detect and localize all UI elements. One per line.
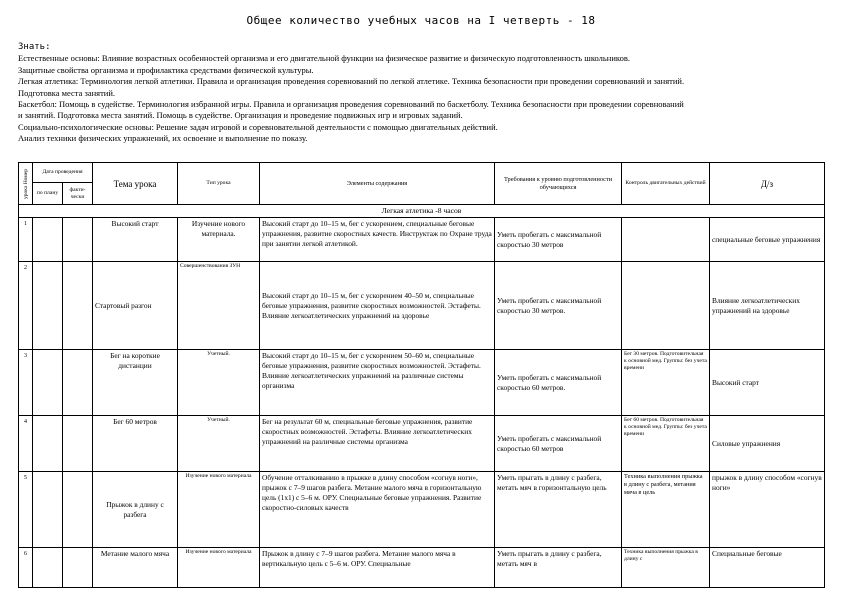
row-num: 2 xyxy=(19,262,33,350)
intro-line: Баскетбол: Помощь в судействе. Терминология избранной игры. Правила и организация проведения соревнований по баскетболу. Техника безопасности при проведении соревнований xyxy=(18,99,684,110)
row-plan xyxy=(33,350,63,416)
intro-line: Легкая атлетика: Терминология легкой атлетики. Правила и организация проведения соревнований по легкой атлетике. Техника безопасности при проведении соревнований и занятий. xyxy=(18,76,685,87)
intro-line: Подготовка места занятий. xyxy=(18,87,116,98)
table-row xyxy=(19,472,825,548)
row-homework: прыжок в длину способом «согнув ноги» xyxy=(710,472,825,548)
row-type: Учетный. xyxy=(178,350,260,416)
row-requirements: Уметь пробегать с максимальной скоростью 30 метров. xyxy=(495,262,622,350)
row-num: 5 xyxy=(19,472,33,548)
row-control: Техника выполнения прыжка в длину с разбега, метания мяча в цель xyxy=(622,472,710,548)
row-elements: Высокий старт до 10–15 м, бег с ускорением, специальные беговые упражнения, развитие скоростных качеств. Инструктаж по Охране труда при занятии легкой атлетикой. xyxy=(260,218,495,262)
row-elements: Прыжок в длину с 7–9 шагов разбега. Метание малого мяча в вертикальную цель с 5–6 м. ОРУ. Специальные xyxy=(260,548,495,588)
row-requirements: Уметь прыгать в длину с разбега, метать мяч в горизонтальную цель xyxy=(495,472,622,548)
row-fact xyxy=(63,350,93,416)
row-type: Изучение нового материала xyxy=(178,548,260,588)
table-row xyxy=(19,416,825,472)
row-type: Изучение нового материала. xyxy=(178,218,260,262)
row-elements: Бег на результат 60 м, специальные беговые упражнения, развитие скоростных возможностей. Эстафеты. Влияние легкоатлетических упражнений на различные системы организма xyxy=(260,416,495,472)
header-date: Дата проведения xyxy=(33,163,93,183)
intro-heading: Знать: xyxy=(18,42,51,52)
row-requirements: Уметь прыгать в длину с разбега, метать мяч в xyxy=(495,548,622,588)
header-elements: Элементы содержания xyxy=(260,163,495,205)
row-homework: Высокий старт xyxy=(710,350,825,416)
intro-line: и занятий. Подготовка места занятий. Помощь в судействе. Организация и проведение подвижных игр и игровых заданий. xyxy=(18,110,463,121)
row-requirements: Уметь пробегать с максимальной скоростью 60 метров. xyxy=(495,350,622,416)
row-fact xyxy=(63,218,93,262)
intro-line: Защитные свойства организма и профилактика средствами физической культуры. xyxy=(18,64,314,75)
row-type: Учетный. xyxy=(178,416,260,472)
row-topic: Стартовый разгон xyxy=(93,262,178,350)
row-type: Совершенствования ЗУН xyxy=(178,262,260,350)
row-num: 4 xyxy=(19,416,33,472)
row-control: Бег 30 метров. Подготовительная к основной мед. Группы: без учета времени xyxy=(622,350,710,416)
row-control xyxy=(622,218,710,262)
header-plan: по плану xyxy=(33,183,63,205)
row-fact xyxy=(63,262,93,350)
row-homework: Специальные беговые xyxy=(710,548,825,588)
intro-block xyxy=(18,42,824,145)
row-num: 3 xyxy=(19,350,33,416)
row-topic: Прыжок в длину с разбега xyxy=(93,472,178,548)
row-type: Изучение нового материала xyxy=(178,472,260,548)
page-title: Общее количество учебных часов на I четверть - 18 xyxy=(246,14,596,27)
row-elements: Обучение отталкиванию в прыжке в длину способом «согнув ноги», прыжок с 7–9 шагов разбега. Метание малого мяча в горизонтальную цель (1х1) с 5–6 м. ОРУ. Специальные беговые упражнения. Развитие скоростно-силовых качеств xyxy=(260,472,495,548)
row-num: 1 xyxy=(19,218,33,262)
lesson-plan-table xyxy=(18,162,825,588)
row-fact xyxy=(63,416,93,472)
row-elements: Высокий старт до 10–15 м, бег с ускорением 50–60 м, специальные беговые упражнения, развитие скоростных возможностей. Эстафеты. Влияние легкоатлетических упражнений на различные системы организма xyxy=(260,350,495,416)
header-fact: факти-чески xyxy=(63,183,93,205)
section-title: Легкая атлетика -8 часов xyxy=(19,205,825,218)
row-control: Бег 60 метров. Подготовительная к основной мед. Группы: без учета времени xyxy=(622,416,710,472)
row-plan xyxy=(33,548,63,588)
header-requirements: Требования к уровню подготовленности обучающихся xyxy=(495,163,622,205)
row-plan xyxy=(33,416,63,472)
intro-line: Естественные основы: Влияние возрастных особенностей организма и его двигательной функции на физическое развитие и физическую подготовленность школьников. xyxy=(18,53,630,64)
row-plan xyxy=(33,472,63,548)
row-topic: Бег на короткие дистанции xyxy=(93,350,178,416)
row-plan xyxy=(33,218,63,262)
row-topic: Высокий старт xyxy=(93,218,178,262)
header-num: урока Номер xyxy=(19,163,33,205)
table-row xyxy=(19,218,825,262)
header-topic: Тема урока xyxy=(93,163,178,205)
row-requirements: Уметь пробегать с максимальной скоростью 60 метров xyxy=(495,416,622,472)
header-control: Контроль двигательных действий xyxy=(622,163,710,205)
table-row xyxy=(19,262,825,350)
row-num: 6 xyxy=(19,548,33,588)
row-topic: Бег 60 метров xyxy=(93,416,178,472)
row-elements: Высокий старт до 10–15 м, бег с ускорением 40–50 м, специальные беговые упражнения, развитие скоростных возможностей. Эстафеты. Влияние легкоатлетических упражнений на здоровье xyxy=(260,262,495,350)
row-homework: Силовые упражнения xyxy=(710,416,825,472)
row-homework: Влияние легкоатлетических упражнений на здоровье xyxy=(710,262,825,350)
header-type: Тип урока xyxy=(178,163,260,205)
intro-line: Анализ техники физических упражнений, их освоение и выполнение по показу. xyxy=(18,133,308,144)
row-fact xyxy=(63,548,93,588)
row-control: Техника выполнения прыжка в длину с xyxy=(622,548,710,588)
row-topic: Метание малого мяча xyxy=(93,548,178,588)
header-homework: Д/з xyxy=(710,163,825,205)
row-fact xyxy=(63,472,93,548)
row-homework: специальные беговые упражнения xyxy=(710,218,825,262)
row-plan xyxy=(33,262,63,350)
intro-line: Социально-психологические основы: Решение задач игровой и соревновательной деятельности с помощью двигательных действий. xyxy=(18,121,498,132)
row-control xyxy=(622,262,710,350)
row-requirements: Уметь пробегать с максимальной скоростью 30 метров xyxy=(495,218,622,262)
table-row xyxy=(19,350,825,416)
table-row xyxy=(19,548,825,588)
